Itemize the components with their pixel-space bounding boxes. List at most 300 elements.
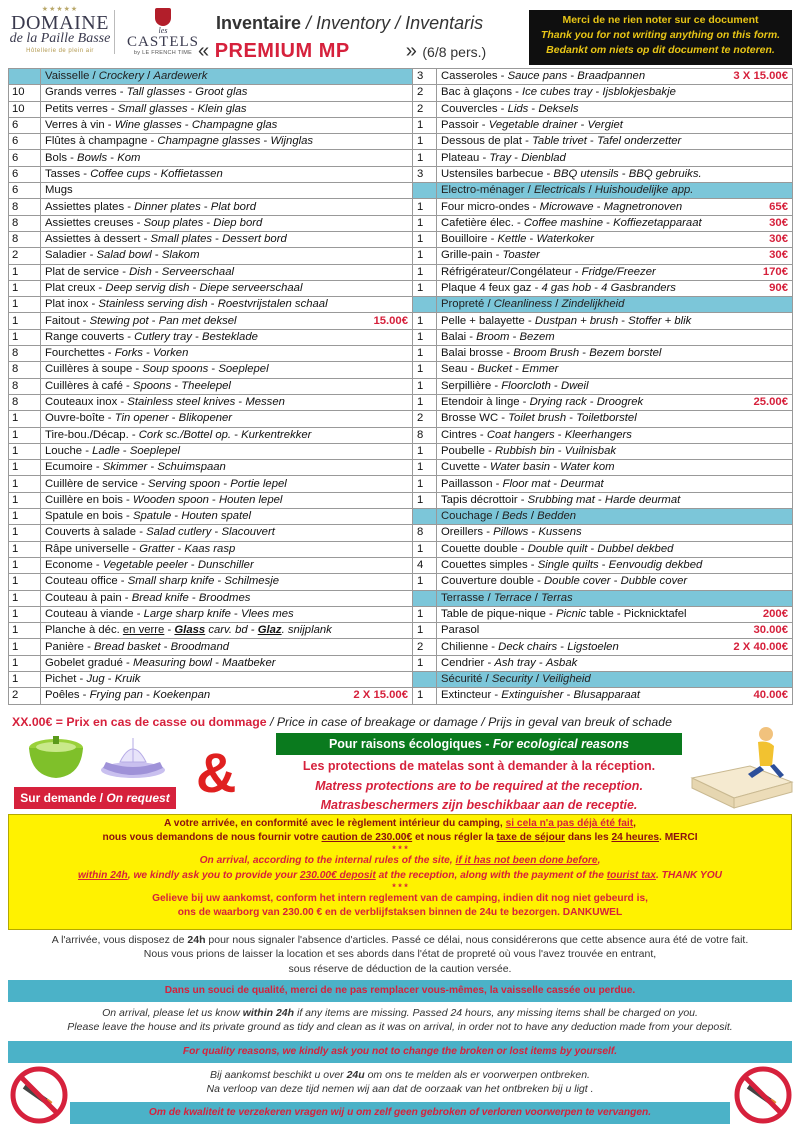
right-qty-cell: 1	[413, 329, 437, 345]
item-nl: Kussens	[538, 526, 582, 539]
table-row	[9, 476, 793, 492]
left-qty-cell: 1	[9, 574, 41, 590]
item-en: Tray	[489, 151, 512, 164]
left-item-cell	[41, 183, 413, 199]
table-row	[9, 427, 793, 443]
item-fr: Couteau office	[45, 575, 118, 588]
deposit-en-u2: within 24h	[77, 869, 128, 881]
item-nl: Dienblad	[521, 151, 566, 164]
deposit-en-a: On arrival, according to the internal rules of the site,	[199, 855, 456, 867]
nl-para-l1a: Bij aankomst beschikt u over	[210, 1069, 347, 1081]
item-nl: 4 Gasbranders	[601, 282, 676, 294]
section-fr: Sécurité	[441, 673, 483, 686]
left-qty-cell: 2	[9, 688, 41, 704]
item-fr2: en verre	[122, 624, 165, 637]
en-para-line2: Please leave the house and its private ground as tidy and clean as it was on arrival, in order not to have any deduction made from your deposit.	[67, 1021, 733, 1034]
right-item-cell: 30€ Bouilloire - Kettle - Waterkoker	[437, 231, 793, 247]
item-fr: Cuillère de service	[45, 477, 138, 490]
left-item-cell: Plat inox - Stainless serving dish - Roestvrijstalen schaal	[41, 297, 413, 313]
item-nl: Koffiezetapparaat	[613, 216, 702, 229]
right-item-cell: 2 X 40.00€ Chilienne - Deck chairs - Ligstoelen	[437, 639, 793, 655]
deposit-fr-f: . MERCI	[659, 832, 698, 844]
item-en: Cork sc./Bottel op.	[138, 428, 232, 441]
item-en: Champagne glasses	[157, 135, 261, 148]
table-row	[9, 248, 793, 264]
right-item-cell: 30€ Grille-pain - Toaster	[437, 248, 793, 264]
section-fr: Electro-ménager	[441, 184, 525, 197]
deposit-en-d: at the reception, along with the payment of the	[375, 869, 607, 881]
left-item-cell: Grands verres - Tall glasses - Groot glas	[41, 85, 413, 101]
item-fr: Tapis décrottoir	[441, 493, 518, 506]
left-item-cell: Assiettes creuses - Soup plates - Diep bord	[41, 215, 413, 231]
item-nl: Harde deurmat	[604, 493, 681, 506]
left-item-cell: Fourchettes - Forks - Vorken	[41, 346, 413, 362]
right-item-cell: 90€ Plaque 4 feux gaz - 4 gas hob - 4 Gasbranders	[437, 280, 793, 296]
left-qty-cell: 1	[9, 671, 41, 687]
right-qty-cell: 1	[413, 362, 437, 378]
left-item-cell: Plat de service - Dish - Serveerschaal	[41, 264, 413, 280]
right-item-cell: Couvercles - Lids - Deksels	[437, 101, 793, 117]
right-item-cell: Cuvette - Water basin - Water kom	[437, 460, 793, 476]
item-fr: Econome	[45, 559, 93, 572]
deposit-fr-u2: caution de 230.00€	[321, 832, 413, 844]
fr-para-l1b: 24h	[187, 934, 206, 946]
right-qty-cell	[413, 297, 437, 313]
item-nl: Vergiet	[587, 119, 623, 132]
item-en: Broom	[476, 330, 510, 343]
right-item-cell: 170€ Réfrigérateur/Congélateur - Fridge/Freezer	[437, 264, 793, 280]
item-nl: Kurkentrekker	[241, 428, 312, 441]
item-fr: Couteau à viande	[45, 607, 134, 620]
item-fr: Plaque 4 feux gaz	[441, 282, 532, 294]
right-item-cell: Seau - Bucket - Emmer	[437, 362, 793, 378]
matress-nl: Matrasbeschermers zijn beschikbaar aan de receptie.	[320, 798, 638, 812]
left-item-cell: Verres à vin - Wine glasses - Champagne glas	[41, 117, 413, 133]
quality-bar-en: For quality reasons, we kindly ask you not to change the broken or lost items by yourself.	[8, 1041, 792, 1063]
nl-para-line2: Na verloop van deze tijd nemen wij aan dat de oorzaak van het ontbreken bij u ligt .	[206, 1083, 594, 1096]
item-en: Ladle	[92, 444, 120, 457]
table-row	[9, 297, 793, 313]
right-qty-cell: 1	[413, 264, 437, 280]
item-fr: Ustensiles barbecue	[441, 167, 544, 180]
item-price: 25.00€	[753, 396, 788, 409]
table-row	[9, 362, 793, 378]
item-nl: Klein glas	[197, 102, 247, 115]
deposit-en-e: . THANK YOU	[655, 869, 723, 881]
left-qty-cell: 8	[9, 346, 41, 362]
on-request-fr: Sur demande	[20, 791, 97, 805]
table-row	[9, 394, 793, 410]
item-nl: Braadpannen	[577, 70, 646, 83]
item-nl: Serveerschaal	[161, 265, 235, 278]
table-row	[9, 688, 793, 704]
fr-para-line2: Nous vous prions de laisser la location et ses abords dans l'état de propreté où vous l'avez trouvée en entrant,	[143, 948, 657, 961]
item-nl: Blikopener	[178, 412, 233, 425]
table-row	[9, 639, 793, 655]
item-en: Coffee mashine	[523, 216, 604, 229]
section-nl: Bedden	[537, 510, 577, 523]
right-item-cell: Serpillière - Floorcloth - Dweil	[437, 378, 793, 394]
deposit-nl-line1: Gelieve bij uw aankomst, conform het intern reglement van de camping, indien dit nog niet gebeurd is,	[152, 892, 648, 904]
item-price: 65€	[769, 200, 788, 213]
item-nl: Houten spatel	[181, 510, 252, 523]
item-en: Cutlery tray	[134, 330, 192, 343]
table-row	[9, 280, 793, 296]
right-item-cell: Couette double - Double quilt - Dubbel dekbed	[437, 541, 793, 557]
right-item-cell: Sécurité / Security / Veiligheid	[437, 671, 793, 687]
item-en: Spoons	[132, 379, 172, 392]
section-nl: Terras	[541, 591, 573, 604]
item-fr: Tasses	[45, 167, 81, 180]
section-en: Terrace	[493, 591, 532, 604]
logo-stars: ★★★★★	[41, 6, 79, 13]
juicer-icon	[98, 732, 168, 782]
table-row	[9, 460, 793, 476]
item-fr: Bols	[45, 151, 67, 164]
left-qty-cell: 1	[9, 443, 41, 459]
item-fr: Plat de service	[45, 265, 120, 278]
left-qty-cell: 1	[9, 541, 41, 557]
section-fr: Vaisselle	[45, 70, 90, 83]
section-fr: Propreté	[441, 298, 485, 311]
right-qty-cell: 1	[413, 248, 437, 264]
item-nl: Dubbel dekbed	[597, 542, 674, 555]
table-row	[9, 101, 793, 117]
left-qty-cell: 8	[9, 215, 41, 231]
item-fr: Pelle + balayette	[441, 314, 525, 327]
item-nl: Ligstoelen	[567, 640, 619, 653]
left-qty-cell: 1	[9, 264, 41, 280]
table-row	[9, 655, 793, 671]
en-para-l1a: On arrival, please let us know	[102, 1007, 243, 1019]
right-item-cell: 200€ Table de pique-nique - Picnic table - Picknicktafel	[437, 606, 793, 622]
left-qty-cell: 1	[9, 427, 41, 443]
ampersand: &	[196, 741, 237, 804]
item-price: 90€	[769, 282, 788, 294]
item-nl: Soeplepel	[129, 444, 181, 457]
right-qty-cell: 1	[413, 134, 437, 150]
item-fr: Panière	[45, 640, 84, 653]
left-qty-cell: 1	[9, 509, 41, 525]
deposit-fr-line1	[9, 817, 791, 831]
right-item-cell: Cendrier - Ash tray - Asbak	[437, 655, 793, 671]
deposit-fr-e: dans les	[565, 832, 612, 844]
item-en: Kettle	[497, 233, 527, 246]
right-qty-cell: 1	[413, 215, 437, 231]
item-nl: Magnetronoven	[603, 200, 683, 213]
item-en: 4 gas hob	[541, 282, 592, 294]
deposit-sep1: * * *	[392, 844, 408, 855]
left-item-cell: 15.00€ Faitout - Stewing pot - Pan met deksel	[41, 313, 413, 329]
item-price: 30.00€	[753, 624, 788, 637]
item-en: Deck chairs	[498, 640, 558, 653]
left-item-cell: Couteaux inox - Stainless steel knives - Messen	[41, 394, 413, 410]
item-en: BBQ utensils	[553, 167, 619, 180]
left-item-cell: Vaisselle / Crockery / Aardewerk	[41, 69, 413, 85]
price-legend	[12, 715, 672, 729]
item-en: Tin opener	[114, 412, 169, 425]
item-nl: Vorken	[153, 347, 189, 360]
inventory-table	[8, 68, 793, 705]
item-fr: Ecumoire	[45, 461, 93, 474]
section-en: Beds	[501, 510, 528, 523]
item-nl: Pan met deksel	[158, 314, 237, 327]
right-item-cell: Ustensiles barbecue - BBQ utensils - BBQ gebruiks.	[437, 166, 793, 182]
logo-line3: Hôtellerie de plein air	[26, 48, 94, 54]
table-row	[9, 183, 793, 199]
item-en: Deep servig dish	[105, 282, 190, 294]
left-item-cell: Panière - Bread basket - Broodmand	[41, 639, 413, 655]
matress-fr: Les protections de matelas sont à demander à la réception.	[302, 759, 656, 773]
item-price: 200€	[762, 607, 788, 620]
right-item-cell: Passoir - Vegetable drainer - Vergiet	[437, 117, 793, 133]
right-item-cell: Cintres - Coat hangers - Kleerhangers	[437, 427, 793, 443]
header	[0, 0, 800, 66]
item-nl: Dubble cover	[620, 575, 688, 588]
deposit-sep2: * * *	[392, 881, 408, 892]
item-fr: Cuillère en bois	[45, 493, 123, 506]
nl-para-l1b: 24u	[346, 1069, 365, 1081]
item-en: Salad cutlery	[146, 526, 212, 539]
right-item-cell: 3 X 15.00€ Casseroles - Sauce pans - Braadpannen	[437, 69, 793, 85]
item-nl: Asbak	[545, 656, 578, 669]
quality-bar-nl: Om de kwaliteit te verzekeren vragen wij u om zelf geen gebroken of verloren voorwerpen te vervangen.	[70, 1102, 730, 1124]
section-nl: Huishoudelijke app.	[594, 184, 694, 197]
left-qty-cell: 10	[9, 101, 41, 117]
item-fr: Couettes simples	[441, 559, 528, 572]
title-premium: PREMIUM MP	[214, 40, 350, 62]
table-row	[9, 411, 793, 427]
table-row	[9, 492, 793, 508]
item-nl: Dunschiller	[197, 559, 254, 572]
item-fr: Seau	[441, 363, 468, 376]
item-en: Rubbish bin	[495, 444, 555, 457]
left-item-cell: Flûtes à champagne - Champagne glasses - Wijnglas	[41, 134, 413, 150]
item-en: Wooden spoon	[132, 493, 209, 506]
section-en: Security	[491, 673, 533, 686]
item-nl: Kaas rasp	[184, 542, 236, 555]
left-qty-cell: 1	[9, 297, 41, 313]
item-nl: table - Picknicktafel	[589, 607, 687, 620]
item-nl: Koekenpan	[153, 689, 211, 702]
item-fr: Assiettes plates	[45, 200, 125, 213]
left-item-cell: Cuillères à soupe - Soup spoons - Soeplepel	[41, 362, 413, 378]
item-en: Soup plates	[143, 216, 204, 229]
deposit-fr-d: et nous régler la	[412, 832, 497, 844]
section-fr: Terrasse	[441, 591, 485, 604]
table-row	[9, 443, 793, 459]
deposit-en-line2	[9, 869, 791, 883]
item-fr: Râpe universelle	[45, 542, 130, 555]
right-item-cell: Brosse WC - Toilet brush - Toiletborstel	[437, 411, 793, 427]
item-fr: Faitout	[45, 314, 80, 327]
title-fr: Inventaire	[216, 13, 302, 33]
item-fr: Cendrier	[441, 656, 485, 669]
item-fr: Plateau	[441, 151, 480, 164]
item-nl: Toiletborstel	[576, 412, 637, 425]
item-en: Small sharp knife	[127, 575, 215, 588]
item-price: 170€	[762, 265, 788, 278]
table-row	[9, 329, 793, 345]
item-en: Glass	[174, 624, 206, 637]
item-fr: Range couverts	[45, 330, 125, 343]
right-qty-cell: 1	[413, 476, 437, 492]
item-nl: Maatbeker	[222, 656, 276, 669]
right-item-cell: Poubelle - Rubbish bin - Vuilnisbak	[437, 443, 793, 459]
right-item-cell: Tapis décrottoir - Srubbing mat - Harde deurmat	[437, 492, 793, 508]
left-qty-cell: 1	[9, 411, 41, 427]
left-item-cell: Cuillère en bois - Wooden spoon - Houten lepel	[41, 492, 413, 508]
right-qty-cell: 3	[413, 166, 437, 182]
left-item-cell: Couverts à salade - Salad cutlery - Slacouvert	[41, 525, 413, 541]
section-en: Cleanliness	[493, 298, 553, 311]
notice-fr: Merci de ne rien noter sur ce document	[562, 14, 759, 26]
item-en: Stainless steel knives	[127, 396, 236, 409]
deposit-fr-u1: si cela n'a pas déjà été fait	[505, 818, 634, 829]
notice-nl: Bedankt om niets op dit document te noteren.	[546, 44, 775, 56]
title-open: «	[198, 40, 210, 62]
item-nl: Schilmesje	[224, 575, 280, 588]
item-nl: Ijsblokjesbakje	[602, 86, 676, 99]
table-row	[9, 557, 793, 573]
right-item-cell: 65€ Four micro-ondes - Microwave - Magnetronoven	[437, 199, 793, 215]
quality-bar-fr: Dans un souci de qualité, merci de ne pas remplacer vous-mêmes, la vaisselle cassée ou perdue.	[8, 980, 792, 1002]
left-item-cell: Tire-bou./Décap. - Cork sc./Bottel op. - Kurkentrekker	[41, 427, 413, 443]
deposit-en-b: ,	[597, 855, 601, 867]
left-item-cell: Plat creux - Deep servig dish - Diepe serveerschaal	[41, 280, 413, 296]
fr-para-l1c: pour nous signaler l'absence d'articles. Passé ce délai, nous considérerons que cette absence aura été de votre fait.	[205, 934, 749, 946]
deposit-fr-a: A votre arrivée, en conformité avec le règlement intérieur du camping,	[163, 818, 506, 829]
left-qty-cell: 1	[9, 655, 41, 671]
table-row	[9, 215, 793, 231]
item-nl: BBQ gebruiks.	[628, 167, 702, 180]
item-en: Gratter	[139, 542, 175, 555]
section-fr: Couchage	[441, 510, 493, 523]
table-row	[9, 574, 793, 590]
item-fr: Casseroles	[441, 70, 498, 83]
table-row	[9, 150, 793, 166]
castels-les: les	[158, 26, 168, 35]
item-en: Picnic	[555, 607, 587, 620]
item-fr: Assiettes creuses	[45, 216, 134, 229]
item-fr: Mugs	[45, 184, 73, 197]
item-price: 30€	[769, 249, 788, 262]
item-price: 3 X 15.00€	[733, 70, 788, 83]
item-price: 30€	[769, 216, 788, 229]
item-fr: Réfrigérateur/Congélateur	[441, 265, 572, 278]
en-para-line1	[0, 1006, 800, 1020]
item-en: Extinguisher	[501, 689, 564, 702]
on-request-badge: Sur demande / On request	[14, 787, 176, 809]
right-qty-cell: 8	[413, 427, 437, 443]
item-nl: Eenvoudig dekbed	[608, 559, 703, 572]
item-en: Sauce pans	[507, 70, 568, 83]
item-nl: Kom	[117, 151, 141, 164]
item-en: Drying rack	[529, 396, 587, 409]
item-fr: Pichet	[45, 673, 77, 686]
item-nl: Tafel onderzetter	[596, 135, 682, 148]
table-row	[9, 606, 793, 622]
item-nl: Broodmes	[198, 591, 251, 604]
left-item-cell: 2 X 15.00€ Poêles - Frying pan - Koekenpan	[41, 688, 413, 704]
left-item-cell: Couteau à viande - Large sharp knife - Vlees mes	[41, 606, 413, 622]
item-en: Bucket	[477, 363, 512, 376]
domaine-logo	[8, 6, 112, 58]
left-item-cell: Gobelet gradué - Measuring bowl - Maatbeker	[41, 655, 413, 671]
right-qty-cell	[413, 183, 437, 199]
item-en: Fridge/Freezer	[581, 265, 656, 278]
item-nl: Dweil	[560, 379, 589, 392]
right-qty-cell: 1	[413, 199, 437, 215]
right-item-cell: Balai - Broom - Bezem	[437, 329, 793, 345]
item-en: Salad bowl	[96, 249, 152, 262]
item-nl: Theelepel	[181, 379, 231, 392]
right-qty-cell: 1	[413, 231, 437, 247]
deposit-fr-line2	[9, 831, 791, 845]
right-qty-cell: 1	[413, 655, 437, 671]
item-fr: Cuillères à café	[45, 379, 123, 392]
item-fr: Extincteur	[441, 689, 492, 702]
item-en: Soup spoons	[142, 363, 209, 376]
table-row	[9, 623, 793, 639]
item-en: Tall glasses	[126, 86, 186, 99]
section-nl: Veiligheid	[542, 673, 591, 686]
item-nl: Plat bord	[210, 200, 256, 213]
item-en: Floorcloth	[501, 379, 551, 392]
item-nl: Droogrek	[596, 396, 644, 409]
title-rest: / Inventory / Inventaris	[301, 13, 484, 33]
left-qty-cell: 8	[9, 394, 41, 410]
table-row	[9, 346, 793, 362]
en-para-l1b: within 24h	[242, 1007, 295, 1019]
deposit-en-c: , we kindly ask you to provide your	[127, 869, 300, 881]
matress-notice	[272, 757, 686, 816]
left-item-cell: Pichet - Jug - Kruik	[41, 671, 413, 687]
item-fr: Parasol	[441, 624, 480, 637]
table-row	[9, 313, 793, 329]
fr-paragraph	[0, 933, 800, 976]
right-qty-cell: 1	[413, 688, 437, 704]
item-fr: Table de pique-nique	[441, 607, 546, 620]
item-fr: Cuvette	[441, 461, 480, 474]
left-qty-cell: 1	[9, 313, 41, 329]
left-qty-cell: 2	[9, 248, 41, 264]
deposit-fr-u4: 24 heures	[611, 832, 660, 844]
item-en: Table trivet	[532, 135, 587, 148]
right-qty-cell: 1	[413, 606, 437, 622]
item-nl: Stoffer + blik	[628, 314, 692, 327]
item-fr: Bac à glaçons	[441, 86, 512, 99]
item-nl: Messen	[245, 396, 285, 409]
item-en: Skimmer	[102, 461, 148, 474]
left-item-cell: Petits verres - Small glasses - Klein glas	[41, 101, 413, 117]
right-item-cell: Terrasse / Terrace / Terras	[437, 590, 793, 606]
item-nl: Waterkoker	[536, 233, 595, 246]
on-request-en: On request	[106, 791, 170, 805]
item-nl: Slacouvert	[221, 526, 275, 539]
item-nl: Koffietassen	[160, 167, 223, 180]
right-qty-cell	[413, 590, 437, 606]
item-fr: Poêles	[45, 689, 80, 702]
fr-para-line1	[0, 933, 800, 947]
item-nl: Vlees mes	[240, 607, 294, 620]
item-en: Coffee cups	[90, 167, 151, 180]
left-item-cell: Ecumoire - Skimmer - Schuimspaan	[41, 460, 413, 476]
item-en: Vegetable drainer	[488, 119, 578, 132]
item-en: Serving spoon	[147, 477, 221, 490]
item-fr: Balai brosse	[441, 347, 504, 360]
item-nl: Portie lepel	[230, 477, 287, 490]
